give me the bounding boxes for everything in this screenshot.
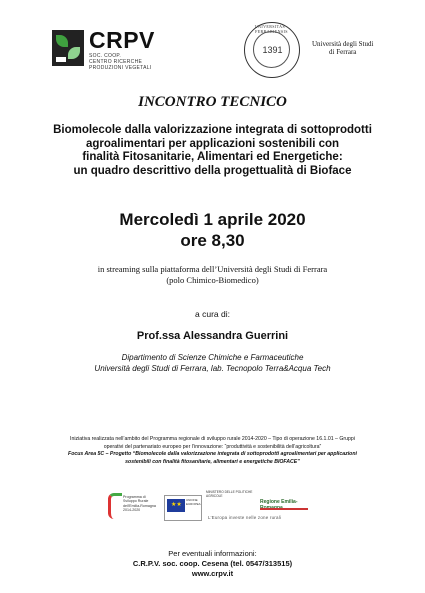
funding-logos	[108, 491, 308, 527]
event-date: Mercoledì 1 aprile 2020	[119, 210, 306, 229]
crpv-name: CRPV	[89, 27, 155, 53]
psr-logo: Programma di Sviluppo Rurale dell'Emilia-Romagna 2014-2020	[108, 491, 156, 525]
region-logo: Regione Emilia-	[260, 499, 310, 513]
university-seal-icon: UNIVERSITAS · FERRARIENSIS 1391	[244, 22, 300, 78]
crpv-subtitle: SOC. COOP. CENTRO RICERCHE PRODUZIONI VEGETALI	[89, 53, 152, 71]
event-title: Biomolecole dalla valorizzazione integrata di sottoprodotti agroalimentari per applicazioni sostenibili con finalità Fitosanitarie, Alimentari ed Energetiche: un quadro descrittivo della progettualità di Bioface	[53, 124, 372, 177]
project-note: Iniziativa realizzata nell’ambito del Programma regionale di sviluppo rurale 2014-2020 – Tipo di operazione 16.1.01 – Gruppi operativi del partenariato europeo per l’innovazione: “produttività e sostenibilità dell’agricoltura” Focus Area 5C – Progetto “Biomolecole dalla valorizzazione integrata di sottoprodotti agroalimentari per applicazioni sostenibili con finalità fitosanitarie, alimentari e energetiche BIOFACE”	[68, 436, 357, 465]
crpv-logo	[52, 28, 172, 74]
streaming-info: in streaming sulla piattaforma dell’Università degli Studi di Ferrara (polo Chimico-Biomedico)	[97, 264, 328, 285]
ministry-logo: MINISTERO DELLE POLITICHE AGRICOLE	[206, 490, 253, 498]
event-time: ore 8,30	[180, 231, 245, 250]
speaker-department: Dipartimento di Scienze Chimiche e Farmaceutiche Università degli Studi di Ferrara, lab. Tecnopolo Terra&Acqua Tech	[94, 353, 331, 373]
psr-swirl-icon	[108, 493, 122, 519]
eu-slogan: L’Europa investe nelle zone rurali	[208, 515, 282, 520]
university-seal-date: 1391	[262, 45, 283, 55]
website-link[interactable]: www.crpv.it	[191, 569, 234, 578]
eu-logo: ★★ UNIONE EUROPEA	[164, 495, 202, 521]
eu-flag-icon: ★★	[167, 499, 185, 512]
university-name: Università degli Studi di Ferrara	[312, 40, 374, 56]
curated-by-label: a cura di:	[195, 309, 230, 319]
contact-info: Per eventuali informazioni: C.R.P.V. soc. coop. Cesena (tel. 0547/313515) www.crpv.it	[0, 549, 425, 579]
speaker-name: Prof.ssa Alessandra Guerrini	[136, 330, 289, 342]
crpv-leaf-icon	[52, 30, 84, 66]
event-type-heading: INCONTRO TECNICO	[138, 94, 287, 110]
